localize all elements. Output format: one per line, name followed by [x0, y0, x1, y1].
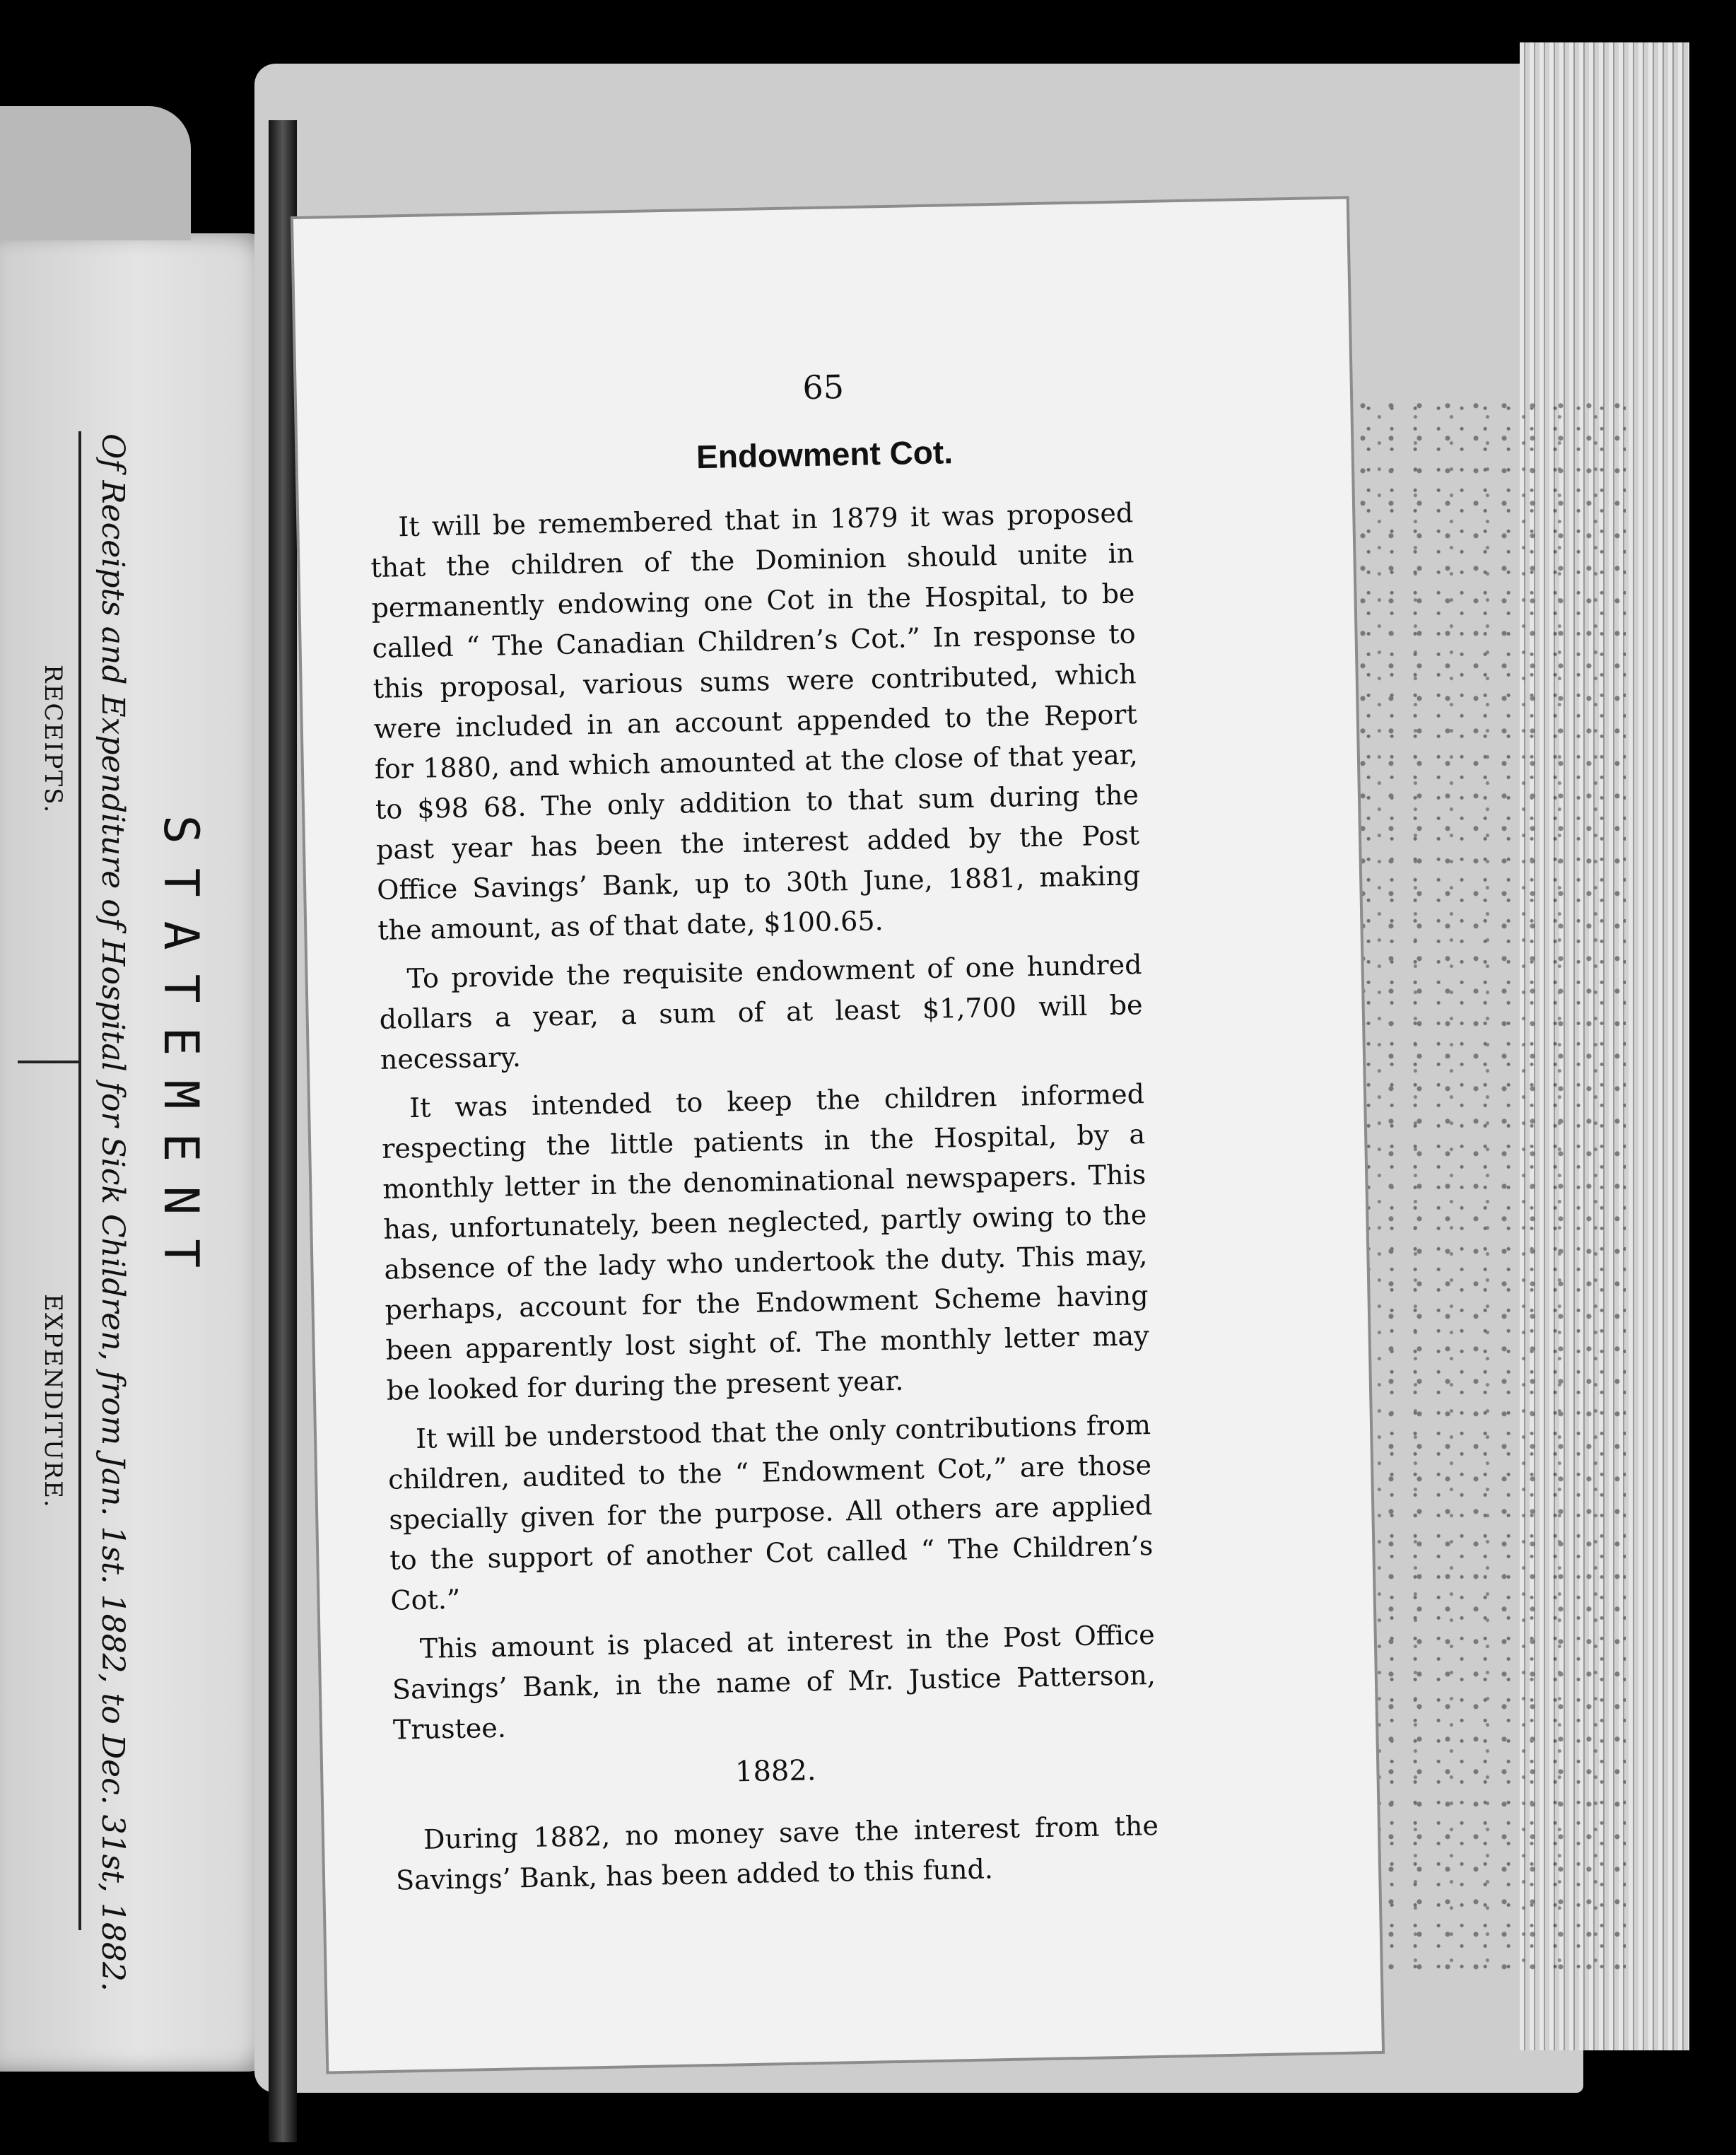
year-subheading: 1882. [734, 1754, 816, 1789]
left-page-corner [0, 106, 191, 240]
paragraph-5: This amount is placed at interest in the Post Office Savings’ Bank, in the name of Mr. Justice Patterson, Trustee. [392, 1618, 1156, 1746]
paragraph-3: It was intended to keep the children informed respecting the little patients in the Hospital, by a monthly letter in the denominational newspapers. This has, unfortunately, been neglected, partly owing to the absence of the lady who undertook the duty. This may, perhaps, account for the Endowment Scheme having been apparently lost sight of. The monthly letter may be looked for during the present year. [381, 1078, 1149, 1406]
section-heading: Endowment Cot. [696, 433, 954, 476]
statement-subtitle: Of Receipts and Expenditure of Hospital for Sick Children, from Jan. 1st. 1882, to Dec. 31st, 1882. [95, 433, 131, 1992]
expenditure-column-header: EXPENDITURE. [39, 1294, 67, 1509]
statement-divider [78, 431, 81, 1930]
paragraph-1: It will be remembered that in 1879 it was proposed that the children of the Dominion should unite in permanently endowing one Cot in the Hospital, to be called “ The Canadian Children’s Cot.” In response to this proposal, various sums were contributed, which were included in an account appended to the Report for 1880, and which amounted at the close of that year, to $98 68. The only addition to that sum during the past year has been the interest added by the Post Office Savings’ Bank, up to 30th June, 1881, making the amount, as of that date, $100.65. [370, 497, 1141, 946]
page-number: 65 [802, 368, 845, 407]
closing-paragraph: During 1882, no money save the interest from the Savings’ Bank, has been added to this fund. [395, 1809, 1159, 1896]
book-gutter [269, 120, 297, 2142]
statement-column-divider [18, 1061, 81, 1063]
body-text [370, 493, 1160, 1909]
paragraph-4: It will be understood that the only contributions from children, audited to the “ Endowment Cot,” are those specially given for the purpose. All others are applied to the support of another Cot called “ The Children’s Cot.” [387, 1409, 1154, 1616]
statement-rotated-block [21, 431, 283, 1994]
inserted-sheet [293, 199, 1382, 2071]
receipts-column-header: RECEIPTS. [39, 665, 67, 814]
statement-title: STATEMENT [153, 814, 209, 1292]
paragraph-2: To provide the requisite endowment of one hundred dollars a year, a sum of at least $1,700 will be necessary. [379, 949, 1143, 1075]
